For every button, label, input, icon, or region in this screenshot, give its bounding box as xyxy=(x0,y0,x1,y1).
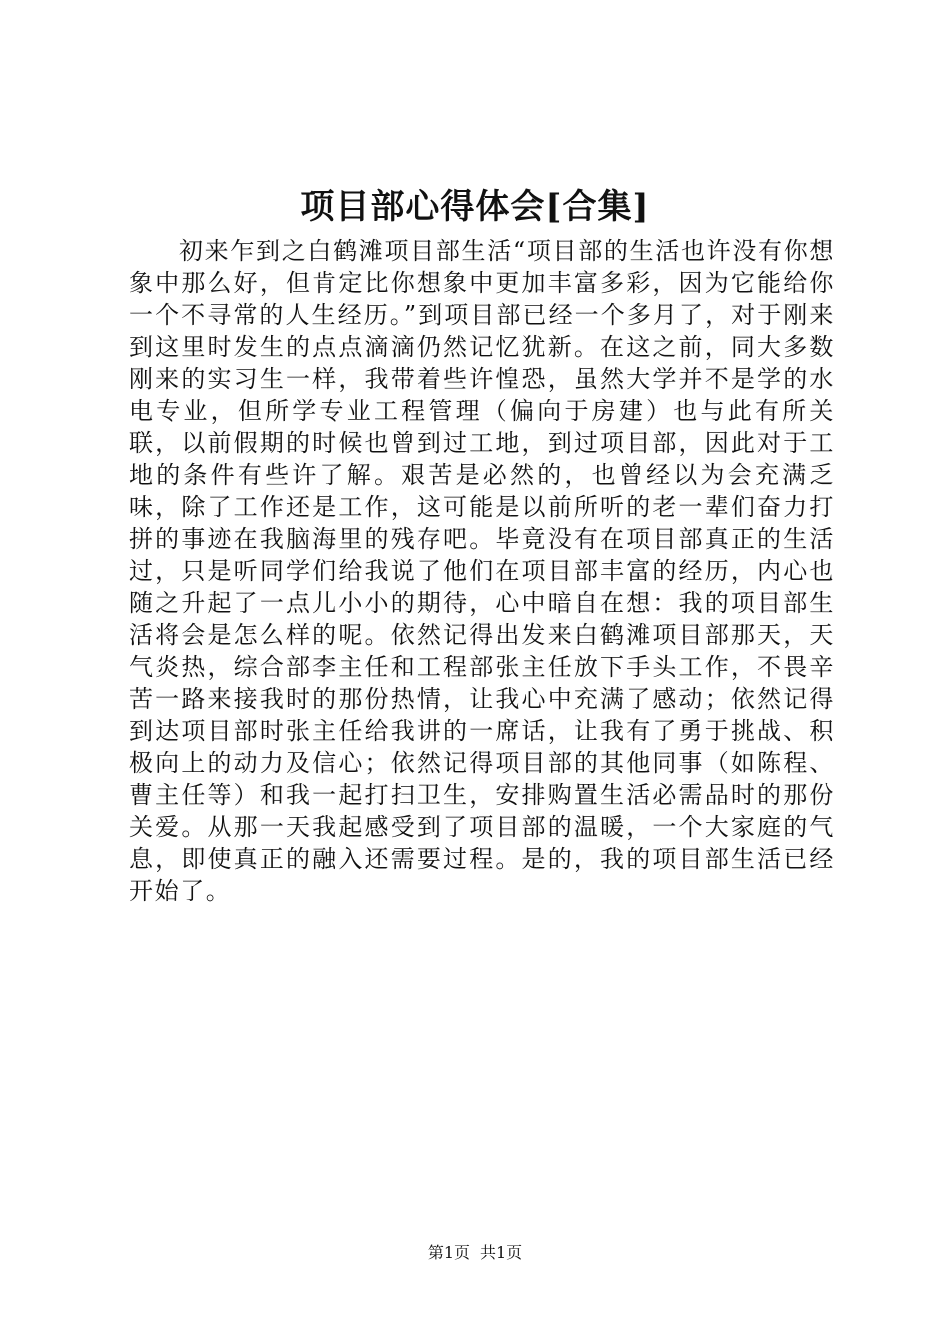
page-number: 第1页 xyxy=(427,1243,470,1262)
page-total: 共1页 xyxy=(480,1243,523,1262)
document-title: 项目部心得体会[合集] xyxy=(300,187,650,227)
document-body: 初来乍到之白鹤滩项目部生活“项目部的生活也许没有你想象中那么好，但肯定比你想象中更加丰富多彩，因为它能给你一个不寻常的人生经历。”到项目部已经一个多月了，对于刚来到这里时发生的点点滴滴仍然记忆犹新。在这之前，同大多数刚来的实习生一样，我带着些许惶恐，虽然大学并不是学的水电专业，但所学专业工程管理（偏向于房建）也与此有所关联，以前假期的时候也曾到过工地，到过项目部，因此对于工地的条件有些许了解。艰苦是必然的，也曾经以为会充满乏味，除了工作还是工作，这可能是以前所听的老一辈们奋力打拼的事迹在我脑海里的残存吧。毕竟没有在项目部真正的生活过，只是听同学们给我说了他们在项目部丰富的经历，内心也随之升起了一点儿小小的期待，心中暗自在想：我的项目部生活将会是怎么样的呢。依然记得出发来白鹤滩项目部那天，天气炎热，综合部李主任和工程部张主任放下手头工作，不畏辛苦一路来接我时的那份热情，让我心中充满了感动；依然记得到达项目部时张主任给我讲的一席话，让我有了勇于挑战、积极向上的动力及信心；依然记得项目部的其他同事（如陈程、曹主任等）和我一起打扫卫生，安排购置生活必需品时的那份关爱。从那一天我起感受到了项目部的温暖，一个大家庭的气息，即使真正的融入还需要过程。是的，我的项目部生活已经开始了。 xyxy=(129,237,835,905)
page-footer xyxy=(0,1242,950,1264)
